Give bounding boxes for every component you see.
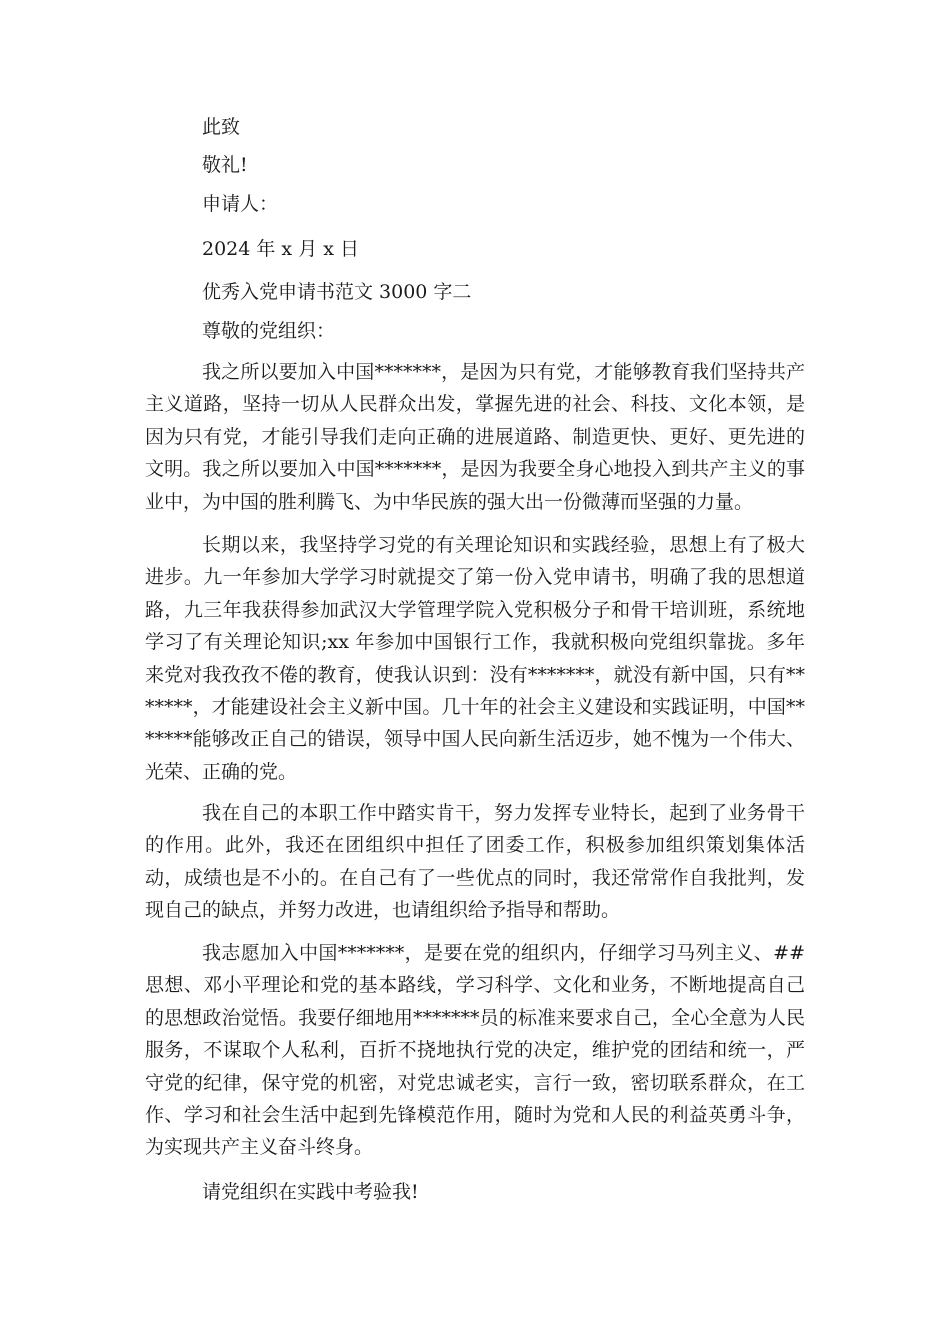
section-title: 优秀入党申请书范文 3000 字二 — [202, 281, 472, 303]
paragraph-1: 我之所以要加入中国*******，是因为只有党，才能够教育我们坚持共产主义道路，坚持一切从人民群众出发，掌握先进的社会、科技、文化本领，是因为只有党，才能引导我们走向正确的进展道路、制造更快、更好、更先进的文明。我之所以要加入中国*******，是因为我要全身心地投入到共产主义的事业中，为中国的胜利腾飞、为中华民族的强大出一份微薄而坚强的力量。 — [145, 361, 805, 513]
paragraph-2: 长期以来，我坚持学习党的有关理论知识和实践经验，思想上有了极大进步。九一年参加大学学习时就提交了第一份入党申请书，明确了我的思想道路，九三年我获得参加武汉大学管理学院入党积极分子和骨干培训班，系统地学习了有关理论知识;xx 年参加中国银行工作，我就积极向党组织靠拢。多年来党对我孜孜不倦的教育，使我认识到：没有*******，就没有新中国，只有*******，才能建设社会主义新中国。几十年的社会主义建设和实践证明，中国*******能够改正自己的错误，领导中国人民向新生活迈步，她不愧为一个伟大、光荣、正确的党。 — [145, 534, 805, 783]
greeting: 尊敬的党组织： — [202, 320, 336, 342]
ending-line: 请党组织在实践中考验我! — [202, 1181, 419, 1203]
applicant-label: 申请人： — [202, 193, 279, 215]
paragraph-3: 我在自己的本职工作中踏实肯干，努力发挥专业特长，起到了业务骨干的作用。此外，我还在团组织中担任了团委工作，积极参加组织策划集体活动，成绩也是不小的。在自己有了一些优点的同时，我还常常作自我批判，发现自己的缺点，并努力改进，也请组织给予指导和帮助。 — [145, 802, 805, 922]
closing-salutation: 此致 — [202, 116, 241, 138]
paragraph-4: 我志愿加入中国*******，是要在党的组织内，仔细学习马列主义、##思想、邓小平理论和党的基本路线，学习科学、文化和业务，不断地提高自己的思想政治觉悟。我要仔细地用*******员的标准来要求自己，全心全意为人民服务，不谋取个人私利，百折不挠地执行党的决定，维护党的团结和统一，严守党的纪律，保守党的机密，对党忠诚老实，言行一致，密切联系群众，在工作、学习和社会生活中起到先锋模范作用，随时为党和人民的利益英勇斗争，为实现共产主义奋斗终身。 — [145, 942, 805, 1159]
closing-respect: 敬礼! — [202, 154, 248, 176]
date-line: 2024 年 x 月 x 日 — [202, 238, 359, 260]
